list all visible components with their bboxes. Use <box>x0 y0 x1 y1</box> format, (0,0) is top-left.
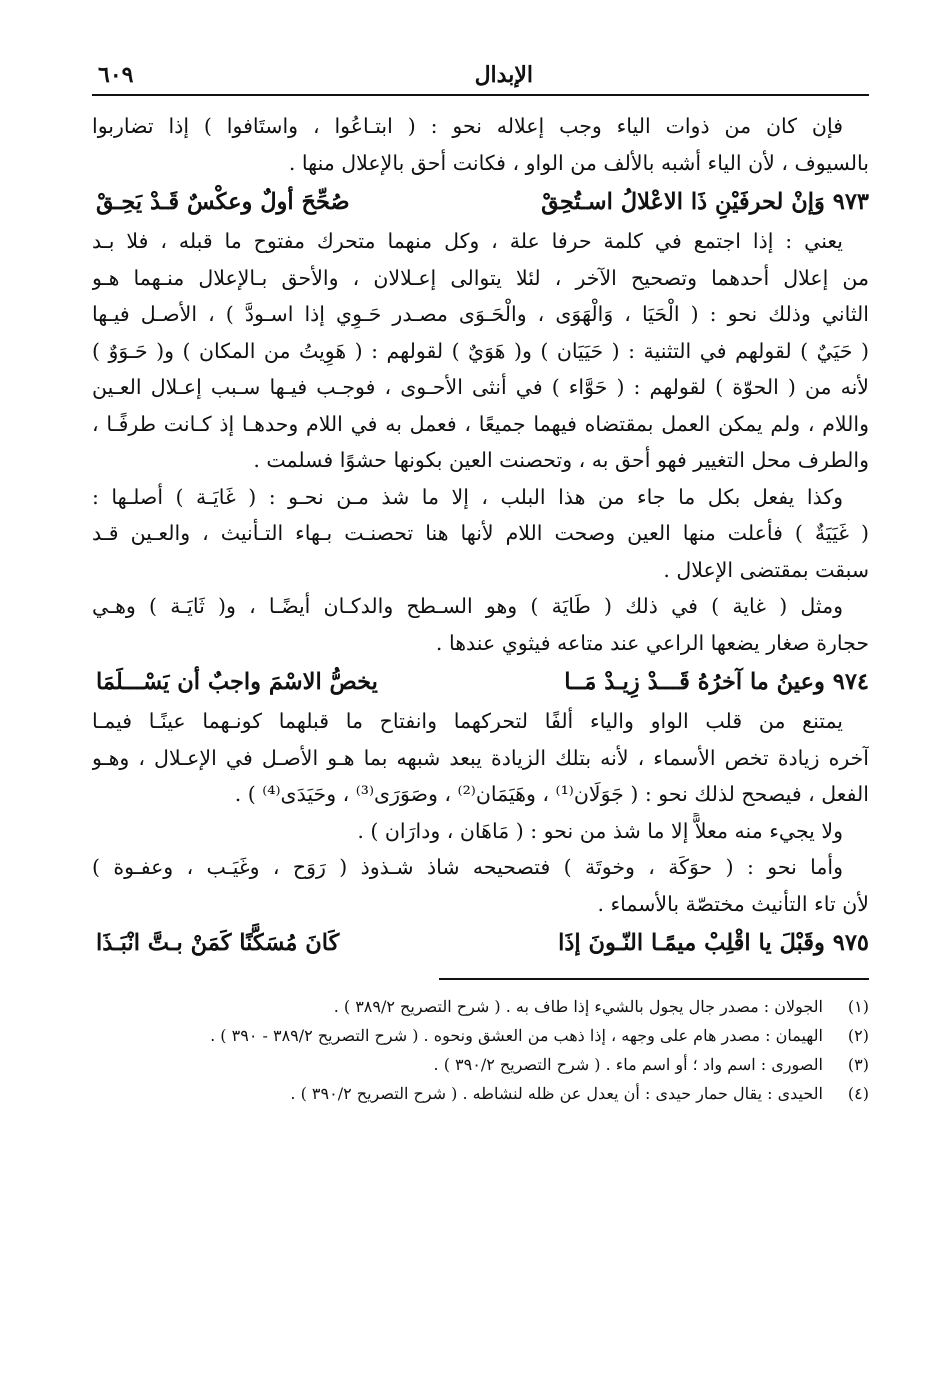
page-number: ٦٠٩ <box>98 62 134 88</box>
text-line: بالسيوف ، لأن الياء أشبه بالألف من الواو ، فكانت أحق بالإعلال منها . <box>288 150 869 175</box>
text-line: الفعل ، فيصحح لذلك نحو : ( جَوَلَان⁽¹⁾ ، وهَيَمَان⁽²⁾ ، وصَوَرَى⁽³⁾ ، وحَيَدَى⁽⁴⁾ ) . <box>234 782 869 806</box>
footnote-number: (٢) <box>847 1026 869 1045</box>
text-line: ومثل ( غاية ) في ذلك ( طَايَة ) وهو السـطح والدكـان أيضًـا ، و( ثَايَـة ) وهـي <box>92 594 843 618</box>
verse-974 <box>92 661 869 703</box>
text-line: والطرف محل التغيير فهو أحق به ، وتحصنت العين بكونها حشوًا فسلمت . <box>253 448 869 472</box>
footnote <box>92 992 869 1021</box>
main-text <box>92 108 869 1108</box>
footnote-text: الصورى : اسم واد ؛ أو اسم ماء . ( شرح التصريح ٣٩٠/٢ ) . <box>433 1055 823 1074</box>
text-line: واللام ، ولم يمكن العمل بمقتضاه فيهما جميعًا ، فعمل به في اللام وحدهـا إذ كـانت طرفًـا ، <box>92 411 869 436</box>
text-line: آخره زيادة تخص الأسماء ، لأنه بتلك الزيادة يبعد شبهه بما هـو الأصـل في الإعـلال ، وهـو <box>92 745 869 770</box>
footnote-text: الجولان : مصدر جال يجول بالشيء إذا طاف به . ( شرح التصريح ٣٨٩/٢ ) . <box>333 997 823 1016</box>
text-line: يعني : إذا اجتمع في كلمة حرفا علة ، وكل منهما متحرك مفتوح ما قبله ، فلا بـد <box>92 229 843 253</box>
text-line: من إعلال أحدهما وتصحيح الآخر ، لئلا يتوالى إعـلالان ، والأحق بـالإعلال منـهما هـو <box>92 265 869 290</box>
footnote-number: (٤) <box>847 1084 869 1103</box>
chapter-title: الإبدال <box>474 62 533 88</box>
verse-second-hemistich: يخصُّ الاسْمَ واجبٌ أن يَسْـــلَمَا <box>96 669 378 695</box>
footnote-text: الحيدى : يقال حمار حيدى : أن يعدل عن ظله لنشاطه . ( شرح التصريح ٣٩٠/٢ ) . <box>290 1084 823 1103</box>
text-line: لأن تاء التأنيث مختصّة بالأسماء . <box>597 891 869 916</box>
footnote <box>92 1079 869 1108</box>
verse-975 <box>92 922 869 964</box>
verse-second-hemistich: صُحِّحَ أولٌ وعكْسٌ قَـدْ يَحِـقْ <box>96 189 350 215</box>
running-header <box>92 58 869 96</box>
footnote-number: (١) <box>847 997 869 1016</box>
text-line: وكذا يفعل بكل ما جاء من هذا البلب ، إلا ما شذ مـن نحـو : ( غَايَـة ) أصلـها : <box>92 484 843 509</box>
verse-first-hemistich: ٩٧٤ وعينُ ما آخرُهُ قَـــدْ زِيـدْ مَــا <box>564 669 869 695</box>
text-line: لأنه من ( الحوّة ) لقولهم : ( حَوَّاء ) في أنثى الأحـوى ، فوجـب فيـها سـبب إعـلال العـين <box>92 375 869 399</box>
text-line: فإن كان من ذوات الياء وجب إعلاله نحو : ( ابتـاعُوا ، واستَافوا ) إذا تضاربوا <box>92 114 843 138</box>
text-line: حجارة صغار يضعها الراعي عند متاعه فيثوي عندها . <box>435 630 869 655</box>
footnote-divider <box>439 978 869 980</box>
verse-second-hemistich: كَانَ مُسَكَّنًا كَمَنْ بـتَّ انْبَـذَا <box>96 930 340 956</box>
footnote <box>92 1050 869 1079</box>
text-line: الثاني وذلك نحو : ( الْحَيَا ، وَالْهَوَى ، والْحَـوَى مصـدر حَـوِي إذا اسـودَّ ) ، الأصـل فيـها <box>92 302 869 326</box>
text-line: ( حَيَيٌ ) لقولهم في التثنية : ( حَيَيَان ) و( هَوَيٌ ) لقولهم : ( هَوِيتُ من المكان ) و( حَـوَوٌ ) <box>92 338 869 363</box>
text-line: ولا يجيء منه معلاًّ إلا ما شذ من نحو : ( مَاهَان ، ودارَان ) . <box>357 818 843 843</box>
verse-973 <box>92 181 869 223</box>
text-line: سبقت بمقتضى الإعلال . <box>663 557 869 582</box>
footnote-number: (٣) <box>847 1055 869 1074</box>
footnote <box>92 1021 869 1050</box>
footnote-text: الهيمان : مصدر هام على وجهه ، إذا ذهب من العشق ونحوه . ( شرح التصريح ٣٨٩/٢ - ٣٩٠ ) . <box>210 1026 823 1045</box>
text-line: وأما نحو : ( حوَكَة ، وخوتَة ) فتصحيحه شاذ شـذوذ ( رَوَح ، وغَيَـب ، وعفـوة ) <box>92 855 843 879</box>
text-line: يمتنع من قلب الواو والياء ألفًا لتحركهما وانفتاح ما قبلهما كونـهما عينًـا فيمـا <box>92 709 843 733</box>
text-line: ( غَيَيَةٌ ) فأعلت منها العين وصحت اللام لأنها هنا تحصنـت بـهاء التـأنيث ، والعـين قـد <box>92 521 869 545</box>
verse-first-hemistich: ٩٧٣ وَإنْ لحرفَيْنِ ذَا الاعْلالُ اسـتُحِقْ <box>541 189 869 215</box>
verse-first-hemistich: ٩٧٥ وقَبْلَ يا اقْلِبْ ميمًـا النّـونَ إذَا <box>558 930 869 956</box>
